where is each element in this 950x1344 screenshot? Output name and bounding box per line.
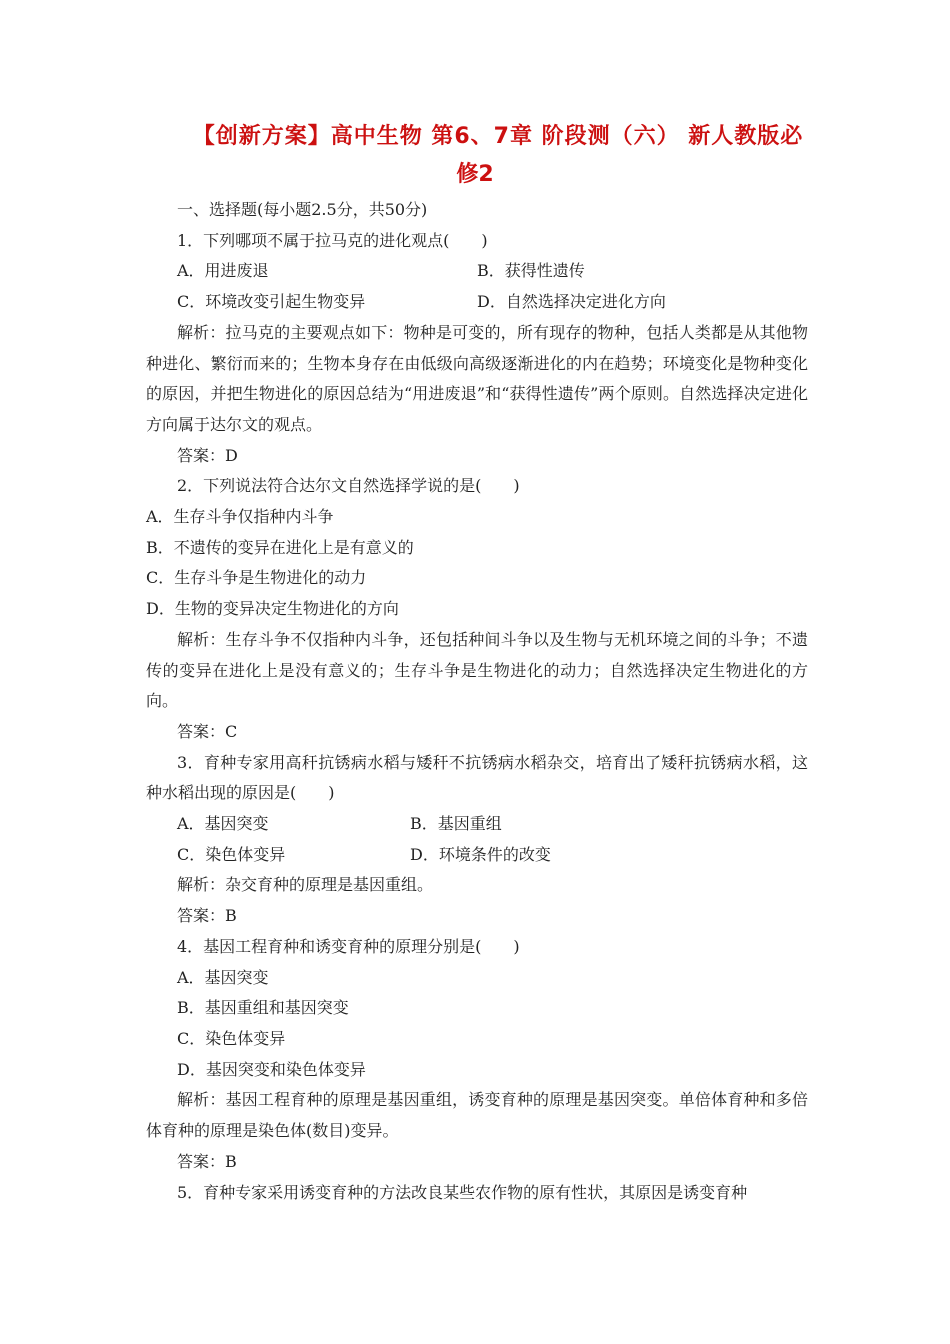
option-c: C．染色体变异 (177, 1028, 286, 1048)
option-c: C．环境改变引起生物变异 (177, 292, 366, 312)
option-d: D．基因突变和染色体变异 (177, 1059, 366, 1079)
question-2-answer: 答案：C (177, 721, 238, 741)
option-b: B．不遗传的变异在进化上是有意义的 (146, 537, 414, 557)
question-3-options-row-2 (146, 840, 808, 871)
question-1-options-row-1 (146, 256, 808, 287)
question-1-analysis: 解析：拉马克的主要观点如下：物种是可变的，所有现存的物种，包括人类都是从其他物种进化、繁衍而来的；生物本身存在由低级向高级逐渐进化的内在趋势；环境变化是物种变化的原因，并把生物进化的原因总结为“用进废退”和“获得性遗传”两个原则。自然选择决定进化方向属于达尔文的观点。 (146, 322, 808, 434)
option-a: A．基因突变 (177, 967, 269, 987)
option-b: B．基因重组和基因突变 (177, 998, 349, 1018)
question-3-options-row-1 (146, 809, 808, 840)
option-d: D．生物的变异决定生物进化的方向 (146, 599, 399, 619)
option-d: D．环境条件的改变 (410, 844, 551, 864)
question-1-stem: 1．下列哪项不属于拉马克的进化观点( ) (177, 230, 488, 250)
option-a: A．基因突变 (177, 814, 269, 834)
option-a: A．生存斗争仅指种内斗争 (146, 507, 334, 527)
title-line-1: 【创新方案】高中生物 第6、7章 阶段测（六） 新人教版必 (192, 124, 804, 149)
question-1-options-row-2 (146, 287, 808, 318)
option-d: D．自然选择决定进化方向 (477, 292, 666, 312)
question-4-answer: 答案：B (177, 1151, 237, 1171)
title-line-2: 修2 (456, 162, 494, 187)
question-5-stem: 5．育种专家采用诱变育种的方法改良某些农作物的原有性状，其原因是诱变育种 (177, 1182, 748, 1202)
question-3-stem: 3．育种专家用高秆抗锈病水稻与矮秆不抗锈病水稻杂交，培育出了矮秆抗锈病水稻，这种水稻出现的原因是( ) (146, 752, 808, 803)
question-4-stem: 4．基因工程育种和诱变育种的原理分别是( ) (177, 936, 520, 956)
section-heading: 一、选择题(每小题2.5分，共50分) (177, 200, 428, 219)
option-b: B．获得性遗传 (477, 261, 585, 281)
option-c: C．生存斗争是生物进化的动力 (146, 568, 367, 588)
question-4-analysis: 解析：基因工程育种的原理是基因重组，诱变育种的原理是基因突变。单倍体育种和多倍体育种的原理是染色体(数目)变异。 (146, 1090, 808, 1141)
question-2-analysis: 解析：生存斗争不仅指种内斗争，还包括种间斗争以及生物与无机环境之间的斗争；不遗传的变异在进化上是没有意义的；生存斗争是生物进化的动力；自然选择决定生物进化的方向。 (146, 629, 808, 711)
question-3-analysis: 解析：杂交育种的原理是基因重组。 (177, 875, 434, 895)
document-title (0, 118, 950, 194)
question-3-answer: 答案：B (177, 906, 237, 926)
document-body (146, 195, 808, 1208)
question-1-answer: 答案：D (177, 445, 238, 465)
option-a: A．用进废退 (177, 261, 269, 281)
question-2-stem: 2．下列说法符合达尔文自然选择学说的是( ) (177, 476, 520, 496)
option-c: C．染色体变异 (177, 844, 286, 864)
option-b: B．基因重组 (410, 814, 502, 834)
